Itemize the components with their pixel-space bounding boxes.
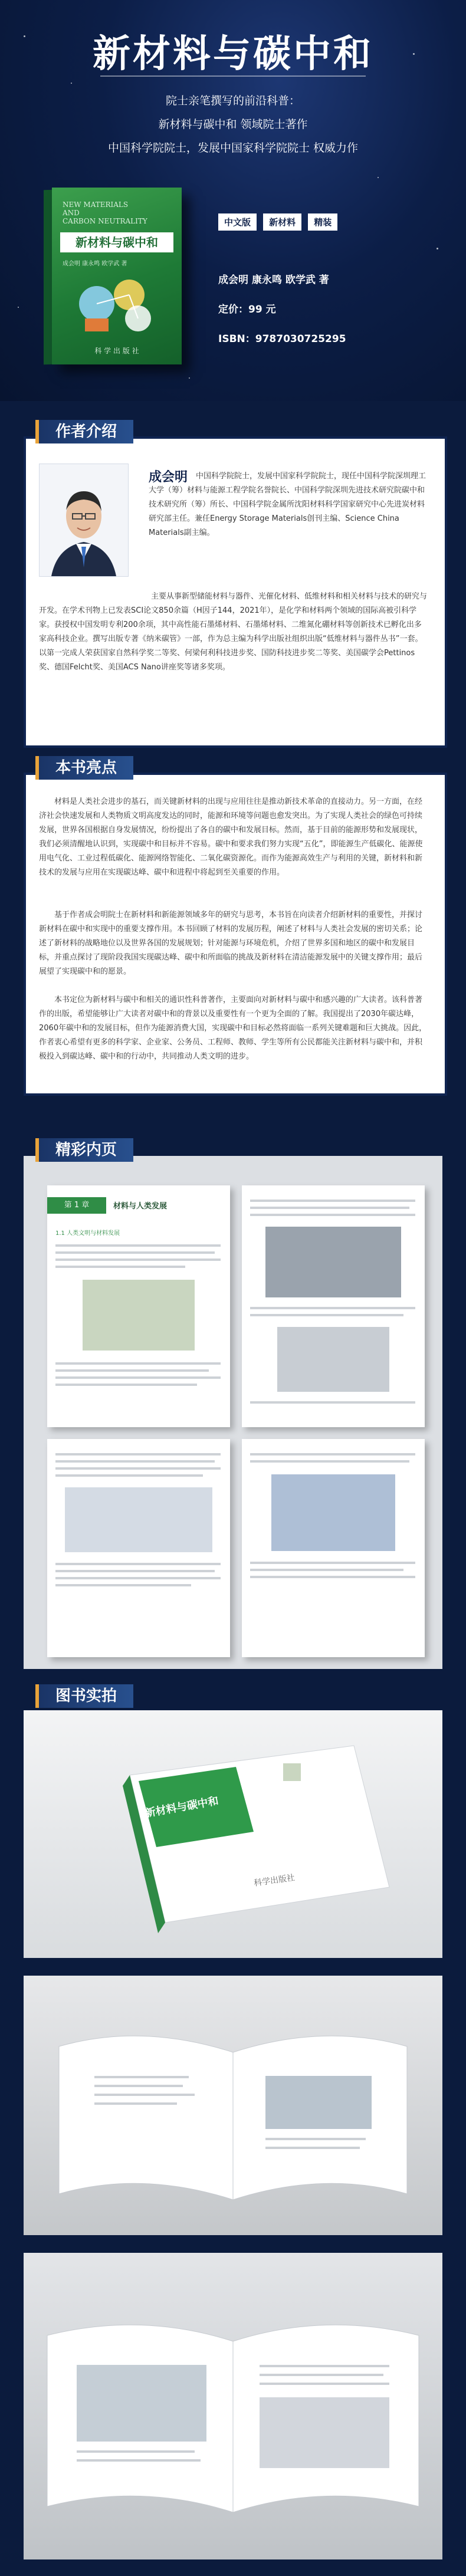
star-decoration <box>71 83 72 84</box>
author-name: 成会明 <box>149 470 188 485</box>
book-authors: 成会明 康永鸣 欧学武 著 <box>218 274 329 286</box>
cover-illustration <box>73 271 162 336</box>
author-portrait <box>40 464 128 576</box>
text-line <box>55 1474 203 1477</box>
open-book-illustration <box>24 1976 442 2235</box>
text-line <box>250 1307 415 1309</box>
badge-edition: 中文版 <box>218 213 257 231</box>
book-price: 定价：99 元 <box>218 304 276 316</box>
author-section-heading: 作者介绍 <box>35 420 133 443</box>
hero-header <box>0 0 466 401</box>
book-badges <box>218 213 341 231</box>
book-photo-3 <box>24 2253 442 2559</box>
tagline-1: 院士亲笔撰写的前沿科普： <box>165 94 300 107</box>
text-line <box>55 1577 221 1579</box>
preview-page-1 <box>47 1185 230 1427</box>
star-decoration <box>437 248 438 249</box>
preview-figure <box>265 1227 401 1297</box>
text-line <box>55 1244 221 1247</box>
text-line <box>250 1214 415 1216</box>
photos-heading: 图书实拍 <box>35 1684 133 1708</box>
book-cover-image <box>52 188 182 364</box>
book-photo-2 <box>24 1976 442 2235</box>
preview-figure <box>65 1487 212 1552</box>
text-line <box>250 1562 415 1564</box>
text-line <box>55 1453 221 1455</box>
preview-page-3 <box>47 1439 230 1657</box>
text-line <box>250 1569 403 1571</box>
book-photo-1 <box>24 1710 442 1958</box>
tagline-2: 新材料与碳中和 领域院士著作 <box>158 118 308 131</box>
text-line <box>55 1467 221 1470</box>
star-decoration <box>189 377 190 379</box>
book-photo-illustration <box>24 1710 442 1958</box>
book-spine <box>44 190 52 364</box>
badge-category: 新材料 <box>263 213 301 231</box>
chapter-title: 材料与人类发展 <box>113 1202 168 1211</box>
cover-publisher: 科 学 出 版 社 <box>94 347 139 355</box>
star-decoration <box>378 177 379 178</box>
highlights-paragraph-2: 基于作者成会明院士在新材料和新能源领域多年的研究与思考，本书旨在向读者介绍新材料的重要性，并探讨新材料在碳中和实现中的重要支撑作用。本书回顾了材料的发展历程，阐述了材料与人类社会发展的密切关系；论述了新材料的战略地位以及世界各国的发展规划；针对能源与环境危机，介绍了世界多国和地区的碳中和发展目标，并重点探讨了现阶段我国实现碳达峰、碳中和所面临的挑战及新材料在清洁能源发展中的关键支撑作用；最后展望了实现碳中和的愿景。 <box>39 911 423 976</box>
cover-authors: 成会明 康永鸣 欧学武 著 <box>63 261 127 267</box>
page-title: 新材料与碳中和 <box>93 32 373 76</box>
book-photo-publisher: 科学出版社 <box>253 1873 296 1888</box>
preview-figure <box>271 1474 395 1551</box>
badge-binding: 精装 <box>308 213 337 231</box>
author-bio-1: 中国科学院院士，发展中国家科学院院士，现任中国科学院深圳理工大学（筹）材料与能源工程学院名誉院长、中国科学院深圳先进技术研究院碳中和技术研究所（筹）所长、中国科学院金属所沈阳材料科学国家研究中心先进炭材料研究部主任。兼任Energy Storage Materials创刊主编、Science China Materials副主编。 <box>149 472 426 537</box>
tagline-3: 中国科学院院士，发展中国家科学院院士 权威力作 <box>107 142 359 155</box>
book-photo-spine-title: 新材料与碳中和 <box>144 1795 220 1820</box>
text-line <box>250 1576 415 1578</box>
text-line <box>55 1460 215 1463</box>
text-line <box>55 1259 221 1261</box>
text-line <box>250 1401 415 1404</box>
preview-figure <box>83 1280 195 1351</box>
cover-title: 新材料与碳中和 <box>60 232 173 252</box>
open-book-illustration <box>24 2253 442 2559</box>
chapter-label: 第 1 章 <box>47 1197 106 1214</box>
text-line <box>55 1369 209 1372</box>
preview-page-4 <box>242 1439 425 1657</box>
text-line <box>250 1460 409 1463</box>
highlights-heading: 本书亮点 <box>35 756 133 780</box>
cover-english-title: NEW MATERIALS AND CARBON NEUTRALITY <box>63 201 147 225</box>
highlights-paragraph-1: 材料是人类社会进步的基石，而关键新材料的出现与应用往往是推动新技术革命的直接动力。另一方面，在经济社会快速发展和人类物质文明高度发达的同时，能源和环境等问题也愈发突出。为了实现人类社会的绿色可持续发展，世界各国根据自身发展情况，纷纷提出了各自的碳中和发展目标。然而，基于目前的能源形势和发展现状，我们必须清醒地认识到，实现碳中和目标并不容易。碳中和要求我们努力实现“五化”，即能源生产低碳化、能源使用电气化、工业过程低碳化、能源网络智能化、二氧化碳资源化。而作为能源高效生产与利用的关键，新材料和新技术的发展与应用在实现碳达峰、碳中和进程中将起到至关重要的作用。 <box>39 797 423 877</box>
text-line <box>250 1314 403 1316</box>
text-line <box>55 1570 215 1572</box>
text-line <box>55 1376 221 1379</box>
author-bio-2: 主要从事新型储能材料与器件、光催化材料、低维材料和相关材料与技术的研究与开发。在学术刊物上已发表SCI论文850余篇（H因子144，2021年），是化学和材料两个领域的国际高被引科学家。获授权中国发明专利200余项，其中高性能石墨烯材料、石墨烯材料、二维氮化硼材料等创新技术已孵化出多家高科技企业。撰写出版专著《纳米碳管》一部，作为总主编为科学出版社组织出版“低维材料与器件丛书”一套。以第一完成人荣获国家自然科学奖二等奖、何梁何利科技进步奖、国防科技进步奖二等奖、美国碳学会Pettinos奖、德国Felcht奖、美国ACS Nano讲座奖等诸多奖项。 <box>39 592 428 672</box>
text-line <box>55 1584 191 1586</box>
text-line <box>55 1251 215 1254</box>
highlights-paragraph-3: 本书定位为新材料与碳中和相关的通识性科普著作，主要面向对新材料与碳中和感兴趣的广大读者。该科普著作的出版，希望能够让广大读者对碳中和的背景以及重要性有一个更为全面的了解。我国提出了2030年碳达峰，2060年碳中和的发展目标，但作为能源消费大国，实现碳中和目标必然将面临一系列关键难题和巨大挑战。因此，作者衷心希望有更多的科学家、企业家、公务员、工程师、教师、学生等所有公民都能关注新材料与碳中和，并积极投入到碳达峰、碳中和的行动中，共同推动人类文明的进步。 <box>39 995 427 1061</box>
text-line <box>55 1384 197 1386</box>
preview-heading: 精彩内页 <box>35 1138 133 1162</box>
book-isbn: ISBN：9787030725295 <box>218 333 346 345</box>
text-line <box>55 1266 185 1268</box>
section-heading: 1.1 人类文明与材料发展 <box>55 1230 120 1237</box>
text-line <box>55 1362 221 1365</box>
author-photo <box>39 464 129 577</box>
text-line <box>55 1563 221 1565</box>
star-decoration <box>18 307 19 308</box>
text-line <box>250 1200 415 1202</box>
preview-figure <box>277 1327 389 1392</box>
text-line <box>250 1453 415 1455</box>
preview-page-2 <box>242 1185 425 1427</box>
text-line <box>250 1207 409 1209</box>
title-divider <box>100 75 366 77</box>
